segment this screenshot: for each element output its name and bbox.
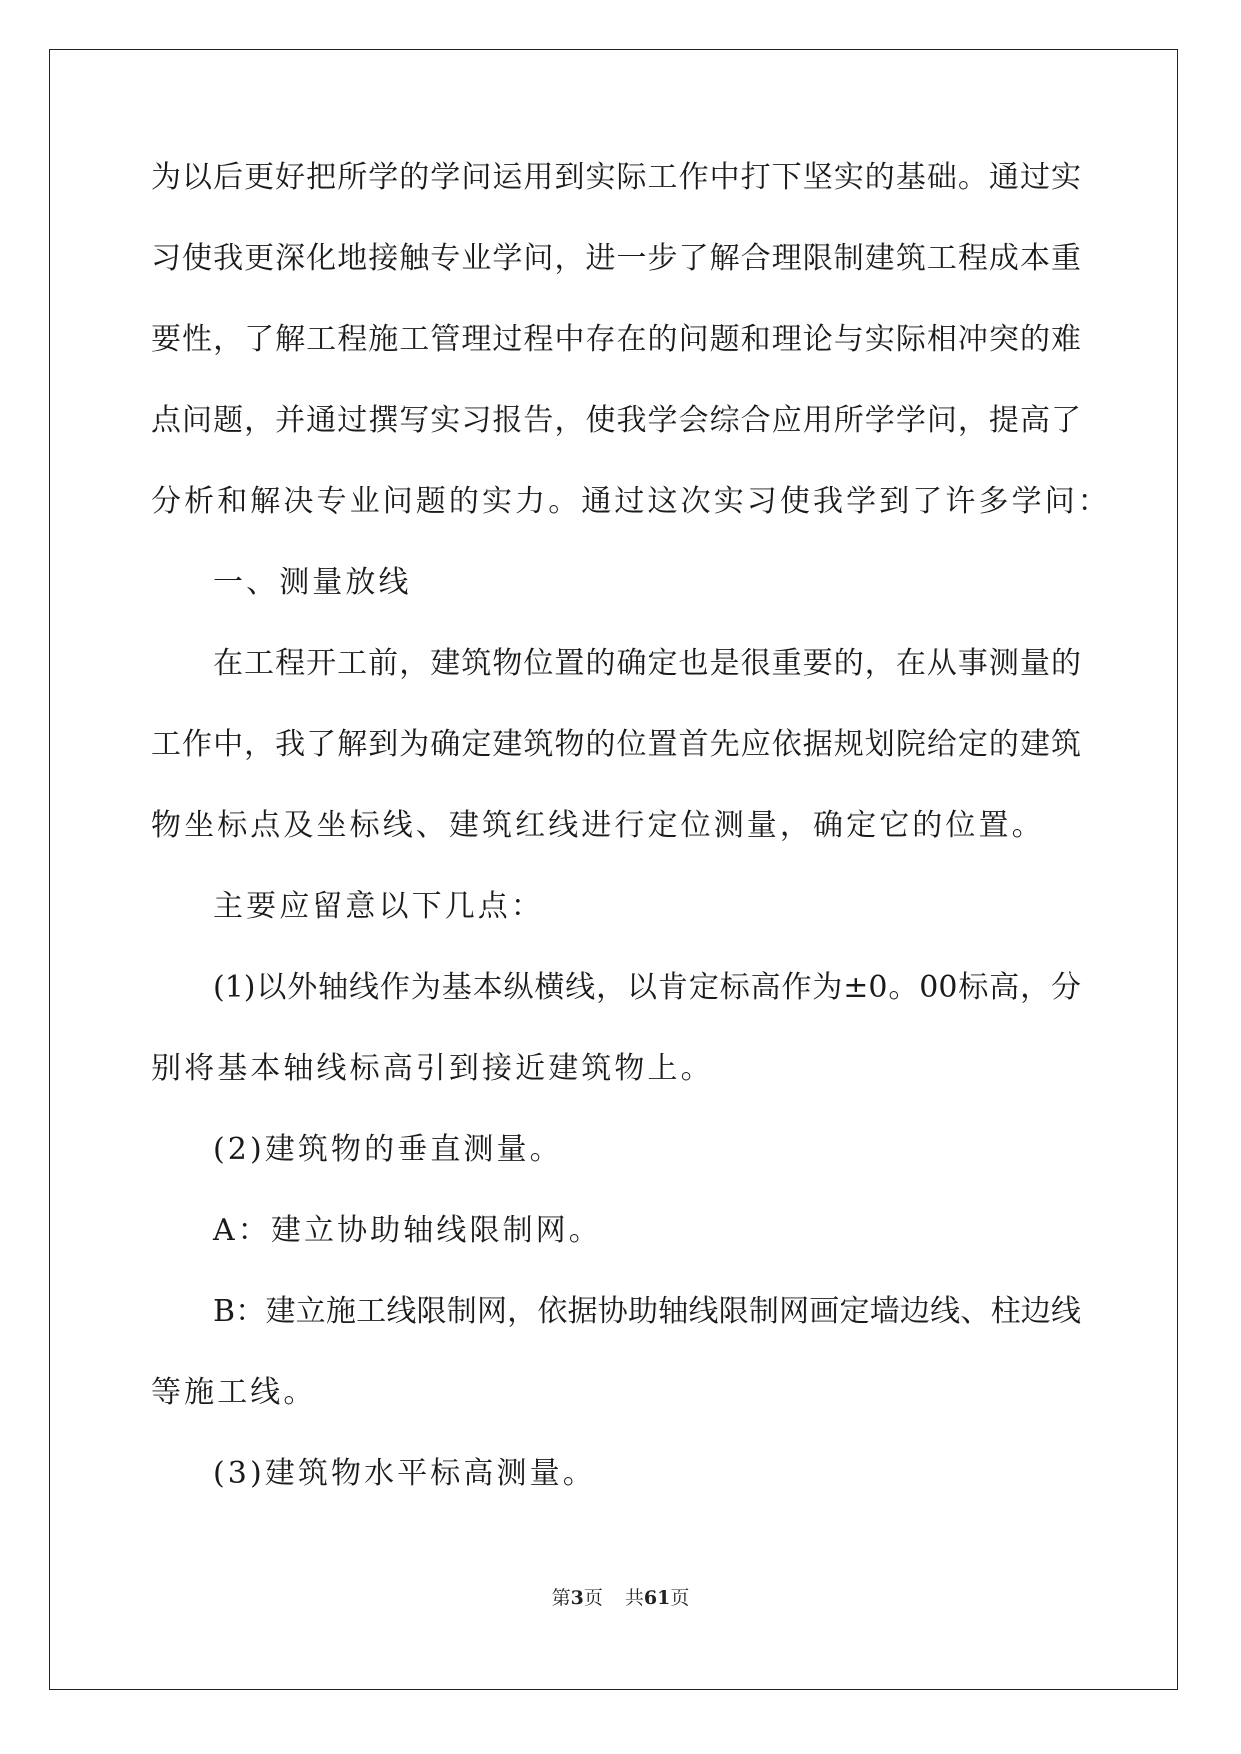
list-item: A：建立协助轴线限制网。 bbox=[213, 1213, 602, 1248]
paragraph-line: 要性，了解工程施工管理过程中存在的问题和理论与实际相冲突的难 bbox=[151, 322, 1081, 357]
footer-page-suffix: 页 bbox=[583, 1587, 603, 1609]
list-item: (2)建筑物的垂直测量。 bbox=[213, 1132, 563, 1167]
total-pages: 61 bbox=[643, 1587, 671, 1609]
paragraph-line: 物坐标点及坐标线、建筑红线进行定位测量，确定它的位置。 bbox=[151, 808, 1045, 843]
page-border bbox=[49, 49, 1178, 1690]
footer-total-suffix: 页 bbox=[670, 1587, 690, 1609]
list-item-continuation: 等施工线。 bbox=[151, 1375, 317, 1410]
page-number: 3 bbox=[570, 1587, 584, 1609]
list-item: B：建立施工线限制网，依据协助轴线限制网画定墙边线、柱边线 bbox=[213, 1294, 1081, 1329]
paragraph-line: 习使我更深化地接触专业学问，进一步了解合理限制建筑工程成本重 bbox=[151, 241, 1081, 276]
list-item-continuation: 别将基本轴线标高引到接近建筑物上。 bbox=[151, 1051, 714, 1086]
paragraph-line: 主要应留意以下几点： bbox=[213, 889, 544, 924]
section-heading: 一、测量放线 bbox=[213, 565, 412, 600]
page-footer bbox=[0, 1586, 1241, 1610]
footer-prefix: 第 bbox=[551, 1587, 571, 1609]
paragraph-line: 为以后更好把所学的学问运用到实际工作中打下坚实的基础。通过实 bbox=[151, 160, 1081, 195]
list-item: (3)建筑物水平标高测量。 bbox=[213, 1456, 596, 1491]
paragraph-line: 在工程开工前，建筑物位置的确定也是很重要的，在从事测量的 bbox=[213, 646, 1081, 681]
paragraph-line: 分析和解决专业问题的实力。通过这次实习使我学到了许多学问： bbox=[151, 484, 1111, 519]
list-item: (1)以外轴线作为基本纵横线，以肯定标高作为±0。00标高，分 bbox=[213, 970, 1081, 1005]
footer-total-prefix: 共 bbox=[624, 1587, 644, 1609]
paragraph-line: 点问题，并通过撰写实习报告，使我学会综合应用所学学问，提高了 bbox=[151, 403, 1081, 438]
paragraph-line: 工作中，我了解到为确定建筑物的位置首先应依据规划院给定的建筑 bbox=[151, 727, 1081, 762]
